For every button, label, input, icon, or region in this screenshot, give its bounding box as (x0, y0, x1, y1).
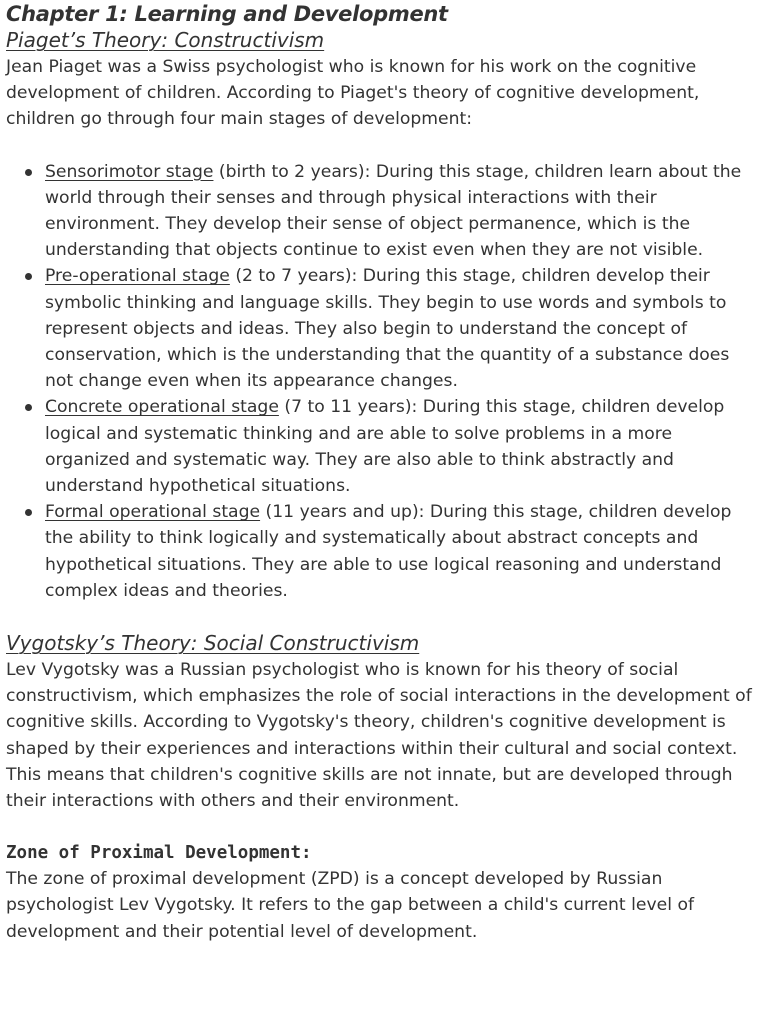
stage-name: Concrete operational stage (45, 397, 279, 418)
stage-name: Pre-operational stage (45, 266, 230, 287)
list-item-sensorimotor (45, 159, 762, 264)
stage-description: (2 to 7 years): During this stage, children develop their symbolic thinking and language skills. They begin to use words and symbols to represent objects and ideas. They also begin to understand the concept of conservation, which is the understanding that the quantity of a substance does not change even when its appearance changes. (45, 266, 730, 392)
spacer (6, 604, 762, 630)
bullet-icon (25, 509, 32, 516)
stage-name: Sensorimotor stage (45, 161, 214, 182)
piaget-intro: Jean Piaget was a Swiss psychologist who is known for his work on the cognitive development of children. According to Piaget's theory of cognitive development, children go through four main stages of development: (6, 57, 700, 130)
vygotsky-intro: Lev Vygotsky was a Russian psychologist who is known for his theory of social constructivism, which emphasizes the role of social interactions in the development of cognitive skills. According to Vygotsky's theory, children's cognitive development is shaped by their experiences and interactions within their cultural and social context. This means that children's cognitive skills are not innate, but are developed through their interactions with others and their environment. (6, 660, 752, 812)
bullet-icon (25, 404, 32, 411)
stage-name: Formal operational stage (45, 502, 261, 523)
bullet-icon (25, 273, 32, 280)
list-item-pre-operational (45, 263, 762, 394)
chapter-title: Chapter 1: Learning and Development (6, 2, 448, 26)
list-item-concrete-operational (45, 394, 762, 499)
list-item-formal-operational (45, 499, 762, 604)
bullet-icon (25, 169, 32, 176)
stage-description: (birth to 2 years): During this stage, children learn about the world through their senses and through physical interactions with their environment. They develop their sense of object permanence, which is the understanding that objects continue to exist even when they are not visible. (45, 161, 742, 261)
stage-description: (11 years and up): During this stage, children develop the ability to think logically and systematically about abstract concepts and hypothetical situations. They are able to use logical reasoning and understand complex ideas and theories. (45, 502, 732, 601)
stage-description: (7 to 11 years): During this stage, children develop logical and systematic thinking and are able to solve problems in a more organized and systematic way. They are also able to think abstractly and understand hypothetical situations. (45, 397, 725, 497)
zpd-heading: Zone of Proximal Development: (6, 843, 312, 864)
piaget-heading: Piaget’s Theory: Constructivism (6, 28, 325, 52)
vygotsky-heading: Vygotsky’s Theory: Social Constructivism (6, 631, 420, 656)
spacer (6, 814, 762, 840)
zpd-text: The zone of proximal development (ZPD) is a concept developed by Russian psychologist Lev Vygotsky. It refers to the gap between a child's current level of development and their potential level of development. (6, 869, 695, 942)
stage-list (6, 159, 762, 604)
